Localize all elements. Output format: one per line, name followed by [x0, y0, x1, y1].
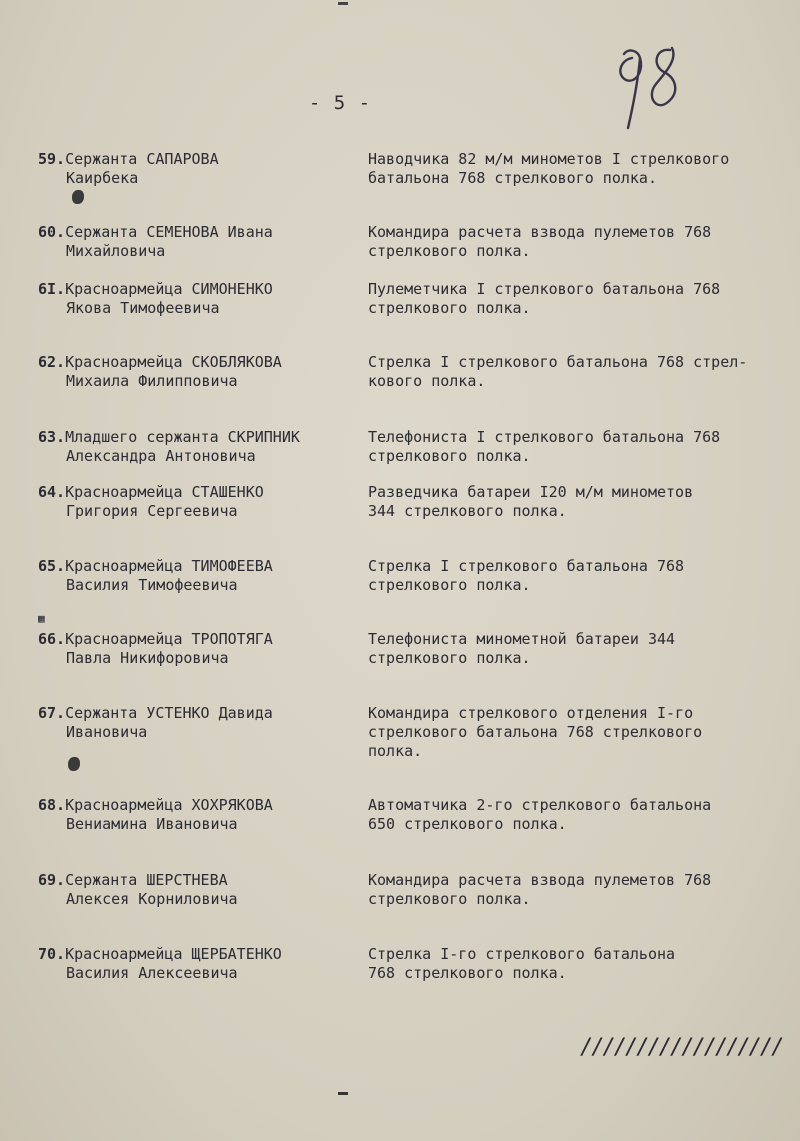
recipient-name: 60.Сержанта СЕМЕНОВА Ивана Михайловича	[38, 223, 273, 260]
recipient-duty: Наводчика 82 м/м минометов I стрелкового батальона 768 стрелкового полка.	[368, 150, 730, 187]
typed-mark: ▦	[38, 612, 45, 625]
recipient-name: 66.Красноармейца ТРОПОТЯГА Павла Никифоровича	[38, 630, 273, 667]
recipient-name: 65.Красноармейца ТИМОФЕЕВА Василия Тимофеевича	[38, 557, 273, 594]
top-dash-mark	[338, 2, 348, 5]
recipient-name: 6I.Красноармейца СИМОНЕНКО Якова Тимофеевича	[38, 280, 273, 317]
recipient-duty: Стрелка I стрелкового батальона 768 стрел- кового полка.	[368, 353, 748, 390]
recipient-duty: Командира стрелкового отделения I-го стрелкового батальона 768 стрелкового полка.	[368, 704, 703, 760]
recipient-duty: Стрелка I-го стрелкового батальона 768 стрелкового полка.	[368, 945, 676, 982]
closing-strokes: //////////////////	[580, 1035, 783, 1060]
punch-hole-mark	[72, 190, 84, 204]
recipient-duty: Телефониста минометной батареи 344 стрелкового полка.	[368, 630, 676, 667]
recipient-name: 70.Красноармейца ЩЕРБАТЕНКО Василия Алексеевича	[38, 945, 282, 982]
bottom-dash-mark	[338, 1092, 348, 1095]
recipient-name: 63.Младшего сержанта СКРИПНИК Александра Антоновича	[38, 428, 300, 465]
recipient-duty: Разведчика батареи I20 м/м минометов 344 стрелкового полка.	[368, 483, 694, 520]
recipient-name: 69.Сержанта ШЕРСТНЕВА Алексея Корниловича	[38, 871, 238, 908]
recipient-duty: Командира расчета взвода пулеметов 768 стрелкового полка.	[368, 871, 712, 908]
page-number: - 5 -	[308, 92, 372, 114]
recipient-duty: Телефониста I стрелкового батальона 768 стрелкового полка.	[368, 428, 721, 465]
recipient-name: 68.Красноармейца ХОХРЯКОВА Вениамина Ивановича	[38, 796, 273, 833]
recipient-duty: Автоматчика 2-го стрелкового батальона 650 стрелкового полка.	[368, 796, 712, 833]
recipient-duty: Командира расчета взвода пулеметов 768 стрелкового полка.	[368, 223, 712, 260]
recipient-name: 67.Сержанта УСТЕНКО Давида Ивановича	[38, 704, 273, 741]
recipient-name: 59.Сержанта САПАРОВА Каирбека	[38, 150, 219, 187]
recipient-duty: Стрелка I стрелкового батальона 768 стрелкового полка.	[368, 557, 685, 594]
recipient-duty: Пулеметчика I стрелкового батальона 768 стрелкового полка.	[368, 280, 721, 317]
recipient-name: 64.Красноармейца СТАШЕНКО Григория Сергеевича	[38, 483, 264, 520]
recipient-name: 62.Красноармейца СКОБЛЯКОВА Михаила Филипповича	[38, 353, 282, 390]
punch-hole-mark	[68, 757, 80, 771]
handwritten-folio-number	[610, 40, 690, 135]
